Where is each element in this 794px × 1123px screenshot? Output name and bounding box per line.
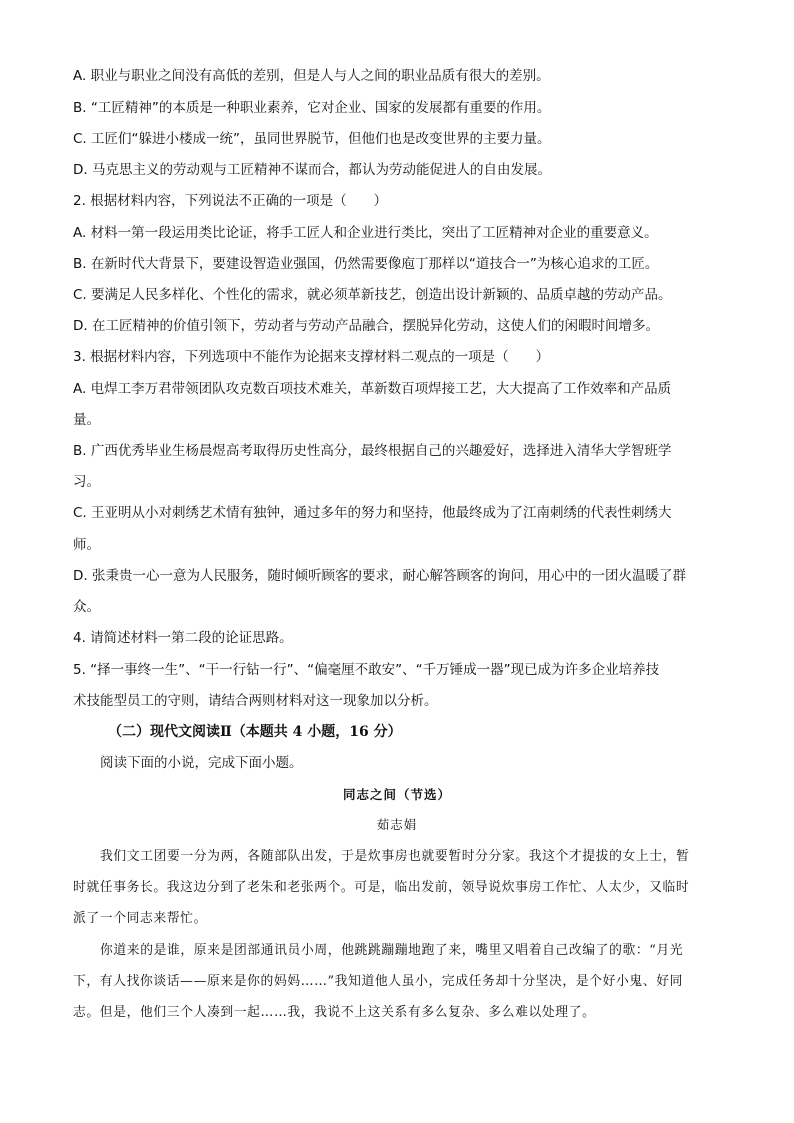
q2-stem: 2. 根据材料内容，下列说法不正确的一项是（ ） xyxy=(73,193,388,209)
q1-option-c: C. 工匠们“躲进小楼成一统”，虽同世界脱节，但他们也是改变世界的主要力量。 xyxy=(73,131,551,147)
story-paragraph-2-line-3: 志。但是，他们三个人凑到一起……我，我说不上这关系有多么复杂、多么难以处理了。 xyxy=(73,1005,596,1020)
story-paragraph-1-line-2: 时就任事务长。我这边分到了老朱和老张两个。可是，临出发前，领导说炊事房工作忙、人太少，又临时 xyxy=(73,880,690,895)
story-title: 同志之间（节选） xyxy=(342,787,451,802)
q1-option-d: D. 马克思主义的劳动观与工匠精神不谋而合，都认为劳动能促进人的自由发展。 xyxy=(73,162,551,178)
q2-option-d: D. 在工匠精神的价值引领下，劳动者与劳动产品融合，摆脱异化劳动，这使人们的闲暇时间增多。 xyxy=(73,318,659,334)
reading-instruction: 阅读下面的小说，完成下面小题。 xyxy=(100,755,303,771)
q2-option-b: B. 在新时代大背景下，要建设智造业强国，仍然需要像庖丁那样以“道技合一”为核心追求的工匠。 xyxy=(73,256,659,272)
q3-option-c: C. 王亚明从小对刺绣艺术情有独钟，通过多年的努力和坚持，他最终成为了江南刺绣的代表性刺绣大 xyxy=(73,505,672,521)
q3-option-a: A. 电焊工李万君带领团队攻克数百项技术难关，革新数百项焊接工艺，大大提高了工作效率和产品质 xyxy=(73,381,672,397)
q3-option-a-cont: 量。 xyxy=(73,412,100,428)
q3-option-d: D. 张秉贵一心一意为人民服务，随时倾听顾客的要求，耐心解答顾客的询问，用心中的一团火温暖了群 xyxy=(73,568,686,584)
story-author: 茹志娟 xyxy=(376,817,418,832)
q1-option-a: A. 职业与职业之间没有高低的差别，但是人与人之间的职业品质有很大的差别。 xyxy=(73,68,550,84)
story-paragraph-1-line-3: 派了一个同志来帮忙。 xyxy=(73,911,207,926)
q5-stem-cont: 术技能型员工的守则，请结合两则材料对这一现象加以分析。 xyxy=(73,693,438,709)
q3-option-c-cont: 师。 xyxy=(73,537,100,553)
story-paragraph-1-line-1: 我们文工团要一分为两，各随部队出发，于是炊事房也就要暂时分分家。我这个才提拔的女上士，暂 xyxy=(100,849,690,864)
story-paragraph-2-line-2: 下，有人找你谈话——原来是你的妈妈……”我知道他人虽小，完成任务却十分坚决，是个好小鬼、好同 xyxy=(73,974,684,989)
q1-option-b: B. “工匠精神”的本质是一种职业素养，它对企业、国家的发展都有重要的作用。 xyxy=(73,100,551,116)
q2-option-a: A. 材料一第一段运用类比论证，将手工匠人和企业进行类比，突出了工匠精神对企业的重要意义。 xyxy=(73,225,658,241)
q3-option-b: B. 广西优秀毕业生杨晨煜高考取得历史性高分，最终根据自己的兴趣爱好，选择进入清华大学智班学 xyxy=(73,443,672,459)
q2-option-c: C. 要满足人民多样化、个性化的需求，就必须革新技艺，创造出设计新颖的、品质卓越的劳动产品。 xyxy=(73,287,672,303)
q3-option-b-cont: 习。 xyxy=(73,474,100,490)
q4-stem: 4. 请简述材料一第二段的论证思路。 xyxy=(73,630,293,646)
q5-stem: 5. “择一事终一生”、“干一行钻一行”、“偏毫厘不敢安”、“千万锤成一器”现已成为许多企业培养技 xyxy=(73,662,660,678)
q3-option-d-cont: 众。 xyxy=(73,599,100,615)
story-paragraph-2-line-1: 你道来的是谁，原来是团部通讯员小周，他跳跳蹦蹦地跑了来，嘴里又唱着自己改编了的歌：“月光 xyxy=(100,943,684,958)
q3-stem: 3. 根据材料内容，下列选项中不能作为论据来支撑材料二观点的一项是（ ） xyxy=(73,349,550,365)
section-heading: （二）现代文阅读Ⅱ（本题共 4 小题，16 分） xyxy=(108,724,402,740)
